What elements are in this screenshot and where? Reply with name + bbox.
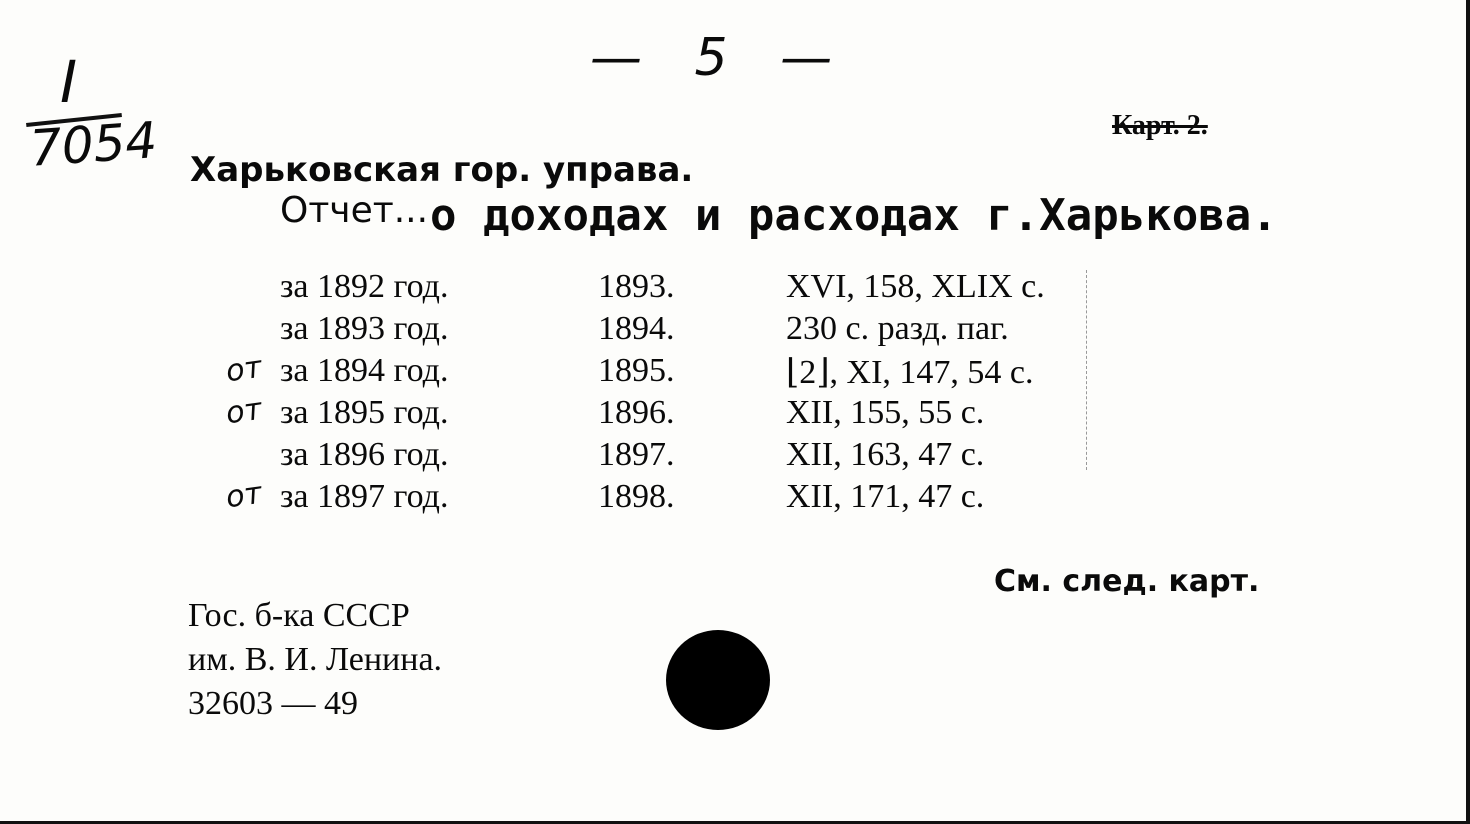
entry-pages: XII, 163, 47 с. [786, 436, 985, 473]
shelf-mark-top: I [60, 48, 78, 116]
entry-published: 1894. [598, 310, 675, 347]
page-number: — 5 — [590, 28, 851, 88]
punch-hole [666, 630, 770, 730]
entry-mark: от [223, 475, 265, 516]
entry-pages: XVI, 158, XLIX с. [786, 268, 1045, 305]
entry-published: 1897. [598, 436, 675, 473]
title-prefix: Отчет... [280, 190, 429, 231]
entry-year: за 1895 год. [280, 394, 449, 431]
library-line-3: 32603 — 49 [188, 685, 358, 722]
entry-published: 1893. [598, 268, 675, 305]
entry-pages: 230 с. разд. паг. [786, 310, 1009, 347]
entry-mark: от [223, 349, 265, 390]
entry-published: 1896. [598, 394, 675, 431]
library-line-1: Гос. б-ка СССР [188, 597, 410, 634]
entry-mark: от [223, 391, 265, 432]
column-divider [1086, 270, 1087, 470]
entry-pages: XII, 155, 55 с. [786, 394, 985, 431]
entry-year: за 1897 год. [280, 478, 449, 515]
see-next-card: См. след. карт. [994, 564, 1260, 599]
library-imprint [188, 594, 442, 726]
entry-year: за 1894 год. [280, 352, 449, 389]
entry-year: за 1896 год. [280, 436, 449, 473]
entry-year: за 1892 год. [280, 268, 449, 305]
shelf-mark-bottom: 7054 [28, 111, 159, 178]
entry-published: 1898. [598, 478, 675, 515]
entry-year: за 1893 год. [280, 310, 449, 347]
entry-pages: ⌊2⌋, XI, 147, 54 с. [786, 354, 1034, 391]
entry-pages: XII, 171, 47 с. [786, 478, 985, 515]
entry-published: 1895. [598, 352, 675, 389]
title-main: о доходах и расходах г.Харькова. [430, 190, 1278, 241]
library-line-2: им. В. И. Ленина. [188, 641, 443, 678]
author: Харьковская гор. управа. [190, 150, 694, 190]
card-number-struck: Карт. 2. [1112, 110, 1208, 141]
